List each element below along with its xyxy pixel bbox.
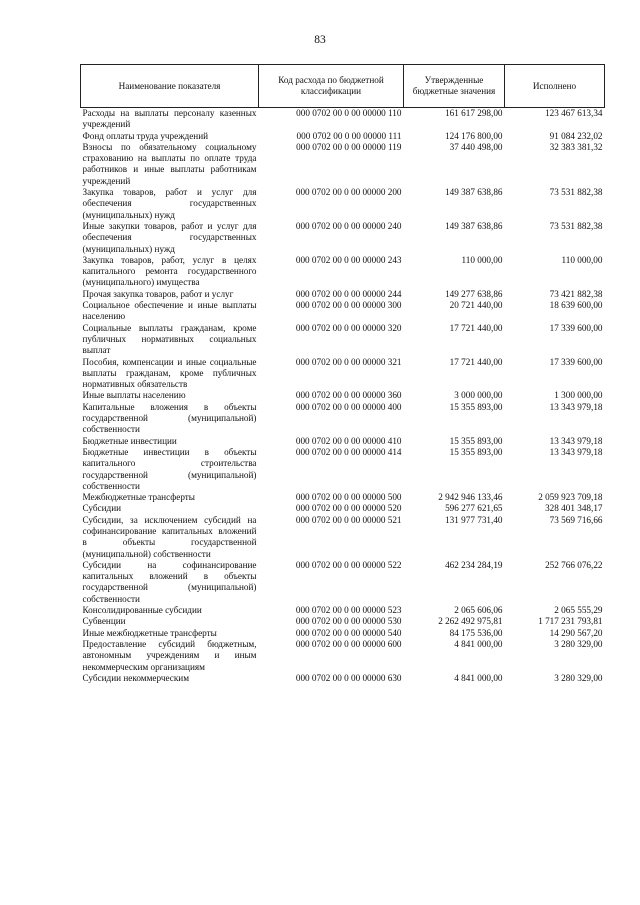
executed-value-cell: 73 531 882,38 <box>549 220 603 231</box>
table-row <box>81 289 605 300</box>
expense-code-cell: 000 0702 00 0 00 00000 600 <box>295 638 402 649</box>
indicator-name-cell: Субсидии на софинансирование капитальных вложений в объекты государственной (муниципальной) собственности <box>82 559 257 604</box>
executed-value-cell: 1 717 231 793,81 <box>538 616 603 627</box>
indicator-name-cell: Иные выплаты населению <box>82 390 186 401</box>
header-executed: Исполнено <box>505 65 605 108</box>
expense-code-cell: 000 0702 00 0 00 00000 243 <box>295 254 402 265</box>
table-body <box>81 108 605 685</box>
indicator-name-cell: Межбюджетные трансферты <box>82 492 195 503</box>
table-row <box>81 515 605 560</box>
approved-value-cell: 161 617 298,00 <box>445 108 503 118</box>
table-row <box>81 605 605 616</box>
executed-value-cell: 14 290 567,20 <box>549 627 603 638</box>
approved-value-cell: 37 440 498,00 <box>449 141 503 152</box>
approved-value-cell: 17 721 440,00 <box>449 322 503 333</box>
approved-value-cell: 15 355 893,00 <box>449 435 503 446</box>
expense-code-cell: 000 0702 00 0 00 00000 200 <box>295 187 402 198</box>
executed-value-cell: 73 421 882,38 <box>549 288 603 299</box>
expense-code-cell: 000 0702 00 0 00 00000 320 <box>295 322 402 333</box>
approved-value-cell: 17 721 440,00 <box>449 356 503 367</box>
table-row <box>81 221 605 255</box>
executed-value-cell: 73 531 882,38 <box>549 187 603 198</box>
indicator-name-cell: Закупка товаров, работ и услуг для обеспечения государственных (муниципальных) нужд <box>82 187 257 220</box>
header-approved-values: Утвержденные бюджетные значения <box>404 65 505 108</box>
indicator-name-cell: Субсидии некоммерческим <box>82 672 190 683</box>
table-row <box>81 492 605 503</box>
expense-code-cell: 000 0702 00 0 00 00000 300 <box>295 300 402 311</box>
executed-value-cell: 2 065 555,29 <box>554 605 603 616</box>
indicator-name-cell: Бюджетные инвестиции <box>82 435 177 446</box>
table-row <box>81 628 605 639</box>
approved-value-cell: 149 387 638,86 <box>445 187 503 198</box>
approved-value-cell: 2 065 606,06 <box>454 605 503 616</box>
indicator-name-cell: Иные закупки товаров, работ и услуг для обеспечения государственных (муниципальных) нужд <box>82 220 257 254</box>
approved-value-cell: 596 277 621,65 <box>445 503 503 514</box>
expense-code-cell: 000 0702 00 0 00 00000 500 <box>295 492 402 503</box>
approved-value-cell: 15 355 893,00 <box>449 401 503 412</box>
table-row <box>81 402 605 436</box>
executed-value-cell: 252 766 076,22 <box>545 559 603 570</box>
expense-code-cell: 000 0702 00 0 00 00000 530 <box>295 616 402 627</box>
indicator-name-cell: Фонд оплаты труда учреждений <box>82 130 209 141</box>
expense-code-cell: 000 0702 00 0 00 00000 630 <box>295 672 402 683</box>
table-row <box>81 503 605 514</box>
approved-value-cell: 131 977 731,40 <box>445 514 503 525</box>
table-row <box>81 187 605 221</box>
indicator-name-cell: Субвенции <box>82 616 126 627</box>
table-row <box>81 436 605 447</box>
approved-value-cell: 20 721 440,00 <box>449 300 503 311</box>
table-row <box>81 639 605 673</box>
executed-value-cell: 32 383 381,32 <box>549 141 603 152</box>
executed-value-cell: 3 280 329,00 <box>554 638 603 649</box>
table-header <box>81 65 605 108</box>
indicator-name-cell: Социальные выплаты гражданам, кроме публичных нормативных социальных выплат <box>82 322 257 356</box>
expense-code-cell: 000 0702 00 0 00 00000 110 <box>296 108 402 118</box>
indicator-name-cell: Взносы по обязательному социальному страхованию на выплаты по оплате труда работников и иные выплаты работникам учреждений <box>82 141 257 186</box>
page-number: 83 <box>314 34 326 46</box>
header-row <box>81 65 605 108</box>
approved-value-cell: 2 262 492 975,81 <box>438 616 503 627</box>
table-row <box>81 323 605 357</box>
indicator-name-cell: Социальное обеспечение и иные выплаты населению <box>82 300 257 322</box>
expense-code-cell: 000 0702 00 0 00 00000 119 <box>296 141 402 152</box>
executed-value-cell: 13 343 979,18 <box>549 401 603 412</box>
approved-value-cell: 462 234 284,19 <box>445 559 503 570</box>
expense-code-cell: 000 0702 00 0 00 00000 520 <box>295 503 402 514</box>
indicator-name-cell: Закупка товаров, работ, услуг в целях капитального ремонта государственного (муниципального) имущества <box>82 254 257 288</box>
expense-code-cell: 000 0702 00 0 00 00000 522 <box>295 559 402 570</box>
approved-value-cell: 84 175 536,00 <box>449 627 503 638</box>
table-row <box>81 131 605 142</box>
approved-value-cell: 149 277 638,86 <box>445 288 503 299</box>
table-row <box>81 560 605 605</box>
budget-execution-table <box>80 64 605 684</box>
approved-value-cell: 149 387 638,86 <box>445 220 503 231</box>
executed-value-cell: 3 280 329,00 <box>554 672 603 683</box>
approved-value-cell: 124 176 800,00 <box>445 130 503 141</box>
executed-value-cell: 13 343 979,18 <box>549 446 603 457</box>
approved-value-cell: 15 355 893,00 <box>449 446 503 457</box>
expense-code-cell: 000 0702 00 0 00 00000 400 <box>295 401 402 412</box>
table-row <box>81 108 605 131</box>
executed-value-cell: 91 084 232,02 <box>549 130 603 141</box>
indicator-name-cell: Прочая закупка товаров, работ и услуг <box>82 288 234 299</box>
executed-value-cell: 17 339 600,00 <box>549 322 603 333</box>
indicator-name-cell: Капитальные вложения в объекты государственной (муниципальной) собственности <box>82 401 257 435</box>
table-row <box>81 616 605 627</box>
approved-value-cell: 4 841 000,00 <box>454 672 503 683</box>
table-row <box>81 255 605 289</box>
indicator-name-cell: Пособия, компенсации и иные социальные выплаты гражданам, кроме публичных нормативных обязательств <box>82 356 257 390</box>
indicator-name-cell: Предоставление субсидий бюджетным, автономным учреждениям и иным некоммерческим организациям <box>82 638 257 672</box>
executed-value-cell: 73 569 716,66 <box>549 514 603 525</box>
approved-value-cell: 4 841 000,00 <box>454 638 503 649</box>
approved-value-cell: 110 000,00 <box>461 254 503 265</box>
header-expense-code: Код расхода по бюджетной классификации <box>259 65 404 108</box>
table-row <box>81 673 605 684</box>
executed-value-cell: 2 059 923 709,18 <box>538 492 603 503</box>
indicator-name-cell: Расходы на выплаты персоналу казенных учреждений <box>82 108 257 130</box>
table-row <box>81 142 605 187</box>
executed-value-cell: 1 300 000,00 <box>554 390 603 401</box>
expense-code-cell: 000 0702 00 0 00 00000 321 <box>295 356 402 367</box>
expense-code-cell: 000 0702 00 0 00 00000 410 <box>295 435 402 446</box>
table-row <box>81 447 605 492</box>
approved-value-cell: 3 000 000,00 <box>454 390 503 401</box>
expense-code-cell: 000 0702 00 0 00 00000 244 <box>295 288 402 299</box>
table-row <box>81 357 605 391</box>
expense-code-cell: 000 0702 00 0 00 00000 523 <box>295 605 402 616</box>
expense-code-cell: 000 0702 00 0 00 00000 540 <box>295 627 402 638</box>
expense-code-cell: 000 0702 00 0 00 00000 360 <box>295 390 402 401</box>
indicator-name-cell: Консолидированные субсидии <box>82 605 202 616</box>
executed-value-cell: 328 401 348,17 <box>545 503 603 514</box>
expense-code-cell: 000 0702 00 0 00 00000 414 <box>295 446 402 457</box>
executed-value-cell: 17 339 600,00 <box>549 356 603 367</box>
indicator-name-cell: Бюджетные инвестиции в объекты капитального строительства государственной (муниципальной) собственности <box>82 446 257 491</box>
executed-value-cell: 110 000,00 <box>561 254 603 265</box>
executed-value-cell: 123 467 613,34 <box>545 108 603 118</box>
table-row <box>81 390 605 401</box>
expense-code-cell: 000 0702 00 0 00 00000 521 <box>295 514 402 525</box>
approved-value-cell: 2 942 946 133,46 <box>438 492 503 503</box>
expense-code-cell: 000 0702 00 0 00 00000 111 <box>296 130 402 141</box>
executed-value-cell: 18 639 600,00 <box>549 300 603 311</box>
indicator-name-cell: Субсидии, за исключением субсидий на софинансирование капитальных вложений в объекты государственной (муниципальной) собственности <box>82 514 257 559</box>
indicator-name-cell: Иные межбюджетные трансферты <box>82 627 217 638</box>
table-row <box>81 300 605 323</box>
expense-code-cell: 000 0702 00 0 00 00000 240 <box>295 220 402 231</box>
indicator-name-cell: Субсидии <box>82 503 122 514</box>
executed-value-cell: 13 343 979,18 <box>549 435 603 446</box>
header-indicator-name: Наименование показателя <box>81 65 259 108</box>
